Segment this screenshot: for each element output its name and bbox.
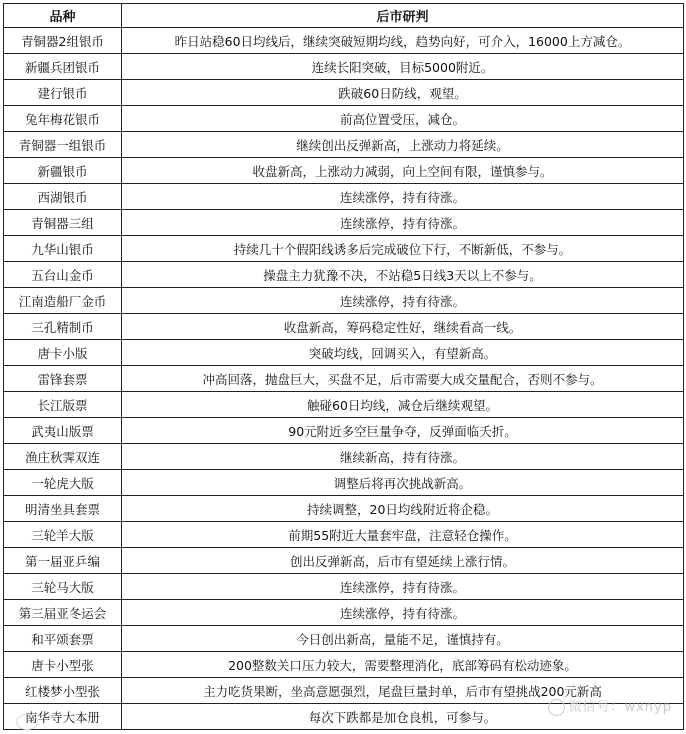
cell-outlook: 每次下跌都是加仓良机，可参与。 (122, 704, 684, 730)
table-row (4, 340, 684, 366)
cell-variety: 唐卡小型张 (4, 652, 122, 678)
cell-variety: 西湖银币 (4, 184, 122, 210)
cell-variety: 渔庄秋霁双连 (4, 444, 122, 470)
table-row (4, 418, 684, 444)
cell-variety: 唐卡小版 (4, 340, 122, 366)
table-row (4, 210, 684, 236)
header-outlook: 后市研判 (122, 4, 684, 28)
cell-outlook: 主力吃货果断，坐高意愿强烈，尾盘巨量封单，后市有望挑战200元新高 (122, 678, 684, 704)
cell-outlook: 连续涨停，持有待涨。 (122, 210, 684, 236)
cell-variety: 南华寺大本册 (4, 704, 122, 730)
cell-variety: 第三届亚冬运会 (4, 600, 122, 626)
cell-variety: 长江版票 (4, 392, 122, 418)
table-row (4, 678, 684, 704)
cell-variety: 红楼梦小型张 (4, 678, 122, 704)
cell-outlook: 持续调整，20日均线附近将企稳。 (122, 496, 684, 522)
table-row (4, 158, 684, 184)
table-row (4, 392, 684, 418)
cell-outlook: 前高位置受压，减仓。 (122, 106, 684, 132)
table-row (4, 548, 684, 574)
cell-outlook: 昨日站稳60日均线后，继续突破短期均线，趋势向好，可介入，16000上方减仓。 (122, 28, 684, 54)
cell-variety: 三轮羊大版 (4, 522, 122, 548)
table-row (4, 132, 684, 158)
table-body (4, 28, 684, 730)
cell-outlook: 90元附近多空巨量争夺，反弹面临夭折。 (122, 418, 684, 444)
watermark-text: 微信号：wxnyp (568, 700, 672, 715)
table-row (4, 496, 684, 522)
cell-variety: 新疆银币 (4, 158, 122, 184)
cell-variety: 第一届亚乒编 (4, 548, 122, 574)
cell-outlook: 连续涨停，持有待涨。 (122, 184, 684, 210)
table-row (4, 28, 684, 54)
cell-variety: 五台山金币 (4, 262, 122, 288)
table-row (4, 704, 684, 730)
cell-outlook: 收盘新高，筹码稳定性好，继续看高一线。 (122, 314, 684, 340)
table-row (4, 80, 684, 106)
table-row (4, 366, 684, 392)
table-row (4, 652, 684, 678)
table-row (4, 600, 684, 626)
header-variety: 品种 (4, 4, 122, 28)
cell-variety: 三孔精制币 (4, 314, 122, 340)
cell-outlook: 前期55附近大量套牢盘，注意轻仓操作。 (122, 522, 684, 548)
cell-outlook: 跌破60日防线，观望。 (122, 80, 684, 106)
table-row (4, 54, 684, 80)
cell-outlook: 继续创出反弹新高，上涨动力将延续。 (122, 132, 684, 158)
cell-outlook: 触碰60日均线，减仓后继续观望。 (122, 392, 684, 418)
cell-outlook: 200整数关口压力较大，需要整理消化，底部筹码有松动迹象。 (122, 652, 684, 678)
cell-variety: 兔年梅花银币 (4, 106, 122, 132)
cell-variety: 青铜器三组 (4, 210, 122, 236)
cell-outlook: 继续新高，持有待涨。 (122, 444, 684, 470)
cell-variety: 和平颂套票 (4, 626, 122, 652)
table-row (4, 574, 684, 600)
cell-variety: 雷锋套票 (4, 366, 122, 392)
market-analysis-table (3, 3, 684, 730)
cell-outlook: 创出反弹新高，后市有望延续上涨行情。 (122, 548, 684, 574)
table-row (4, 626, 684, 652)
cell-variety: 青铜器2组银币 (4, 28, 122, 54)
cell-outlook: 连续涨停，持有待涨。 (122, 600, 684, 626)
cell-variety: 明清坐具套票 (4, 496, 122, 522)
table-row (4, 314, 684, 340)
cell-variety: 武夷山版票 (4, 418, 122, 444)
cell-outlook: 调整后将再次挑战新高。 (122, 470, 684, 496)
cell-outlook: 收盘新高，上涨动力减弱，向上空间有限，谨慎参与。 (122, 158, 684, 184)
table-row (4, 236, 684, 262)
table-row (4, 444, 684, 470)
table-row (4, 184, 684, 210)
table-row (4, 288, 684, 314)
cell-variety: 一轮虎大版 (4, 470, 122, 496)
cell-variety: 青铜器一组银币 (4, 132, 122, 158)
cell-variety: 江南造船厂金币 (4, 288, 122, 314)
cell-outlook: 今日创出新高，量能不足，谨慎持有。 (122, 626, 684, 652)
cell-variety: 九华山银币 (4, 236, 122, 262)
cell-variety: 新疆兵团银币 (4, 54, 122, 80)
cell-outlook: 突破均线，回调买入，有望新高。 (122, 340, 684, 366)
table-row (4, 106, 684, 132)
cell-outlook: 连续长阳突破，目标5000附近。 (122, 54, 684, 80)
cell-outlook: 冲高回落，抛盘巨大，买盘不足，后市需要大成交量配合，否则不参与。 (122, 366, 684, 392)
table-row (4, 470, 684, 496)
table-row (4, 262, 684, 288)
cell-variety: 建行银币 (4, 80, 122, 106)
table-row (4, 522, 684, 548)
cell-outlook: 连续涨停，持有待涨。 (122, 574, 684, 600)
table-header-row (4, 4, 684, 28)
cell-outlook: 操盘主力犹豫不决，不站稳5日线3天以上不参与。 (122, 262, 684, 288)
cell-variety: 三轮马大版 (4, 574, 122, 600)
cell-outlook: 持续几十个假阳线诱多后完成破位下行，不断新低，不参与。 (122, 236, 684, 262)
cell-outlook: 连续涨停，持有待涨。 (122, 288, 684, 314)
